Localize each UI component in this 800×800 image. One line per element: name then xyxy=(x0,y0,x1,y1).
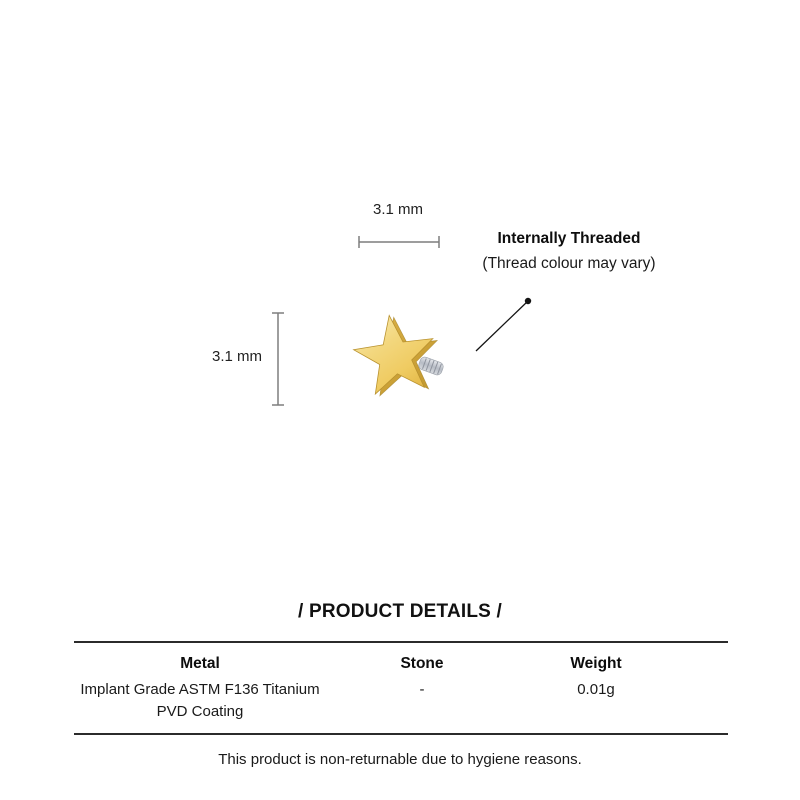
spec-column-weight xyxy=(506,654,686,701)
height-dimension-label: 3.1 mm xyxy=(211,348,262,365)
spec-value-stone: - xyxy=(419,681,425,698)
spec-column-metal xyxy=(58,654,342,723)
table-rule-top xyxy=(74,641,728,643)
annotation-title: Internally Threaded xyxy=(497,230,641,247)
spec-header-stone: Stone xyxy=(400,655,444,672)
annotation-block xyxy=(463,227,675,276)
width-measure-bracket xyxy=(353,234,445,250)
spec-header-metal: Metal xyxy=(180,655,220,672)
gold-star-attachment-graphic xyxy=(340,306,450,411)
spec-value-weight: 0.01g xyxy=(577,681,615,698)
table-rule-bottom xyxy=(74,733,728,735)
spec-column-stone xyxy=(332,654,512,701)
annotation-subtitle: (Thread colour may vary) xyxy=(482,255,656,272)
spec-header-weight: Weight xyxy=(570,655,622,672)
hygiene-note: This product is non-returnable due to hygiene reasons. xyxy=(218,751,582,768)
annotation-leader-line xyxy=(470,294,536,358)
product-details-heading: / PRODUCT DETAILS / xyxy=(297,601,502,622)
spec-value-metal-line1: Implant Grade ASTM F136 Titanium xyxy=(80,681,320,698)
width-dimension-label: 3.1 mm xyxy=(372,201,423,218)
spec-value-metal-line2: PVD Coating xyxy=(156,703,244,720)
